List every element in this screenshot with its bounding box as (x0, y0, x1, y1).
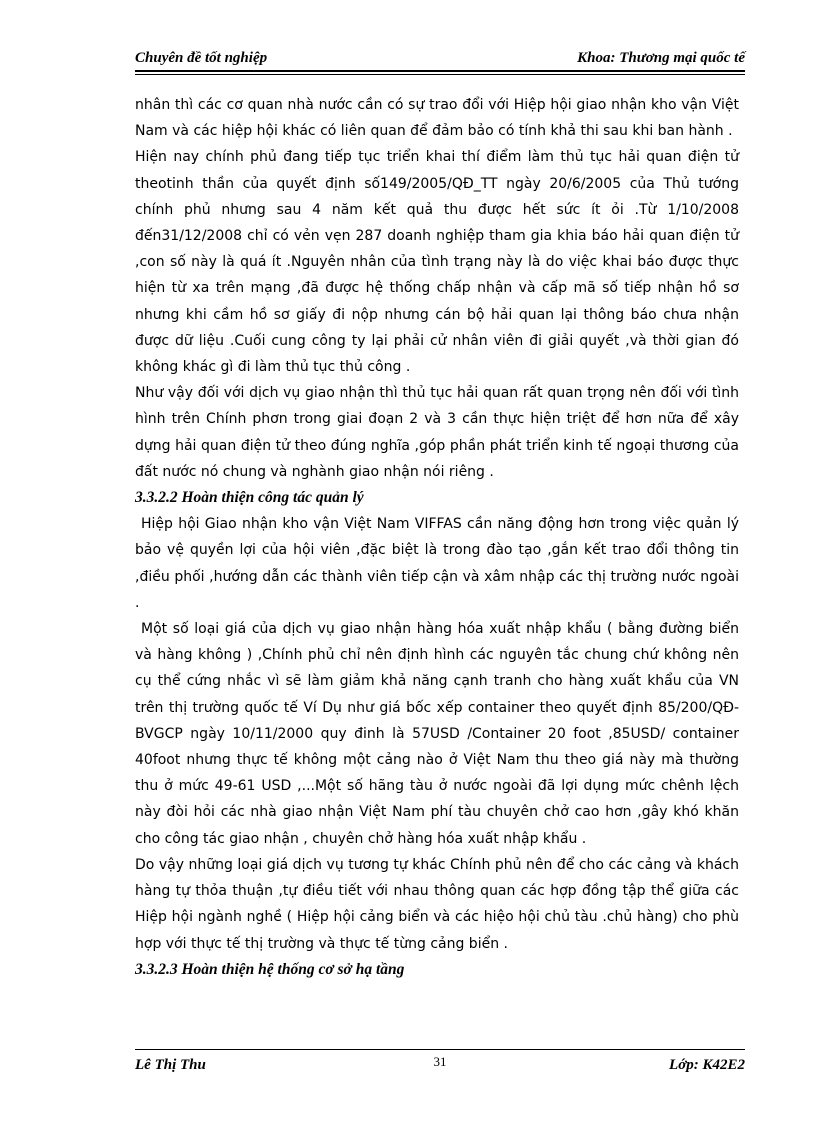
header-rule (135, 70, 745, 75)
paragraph: Hiện nay chính phủ đang tiếp tục triển khai thí điểm làm thủ tục hải quan điện tử theotinh thần của quyết định số149/2005/QĐ_TT ngày 20/6/2005 của Thủ tướng chính phủ nhưng sau 4 năm kết quả thu được hết sức ít ỏi .Từ 1/10/2008 đến31/12/2008 chỉ có vẻn vẹn 287 doanh nghiệp tham gia khia báo hải quan điện tử ,con số này là quá ít .Nguyên nhân của tình trạng này là do việc khai báo được thực hiện từ xa trên mạng ,đã được hệ thống chấp nhận và cấp mã số tiếp nhận hồ sơ nhưng khi cầm hồ sơ giấy đi nộp nhưng cán bộ hải quan lại thông báo chưa nhận được dữ liệu .Cuối cung công ty lại phải cử nhân viên đi giải quyết ,và thời gian đó không khác gì đi làm thủ tục thủ công . (135, 149, 739, 376)
paragraph: Hiệp hội Giao nhận kho vận Việt Nam VIFFAS cần năng động hơn trong việc quản lý bảo vệ quyền lợi của hội viên ,đặc biệt là trong đào tạo ,gắn kết trao đổi thông tin ,điều phối ,hướng dẫn các thành viên tiếp cận và xâm nhập các thị trường nước ngoài . (135, 516, 739, 611)
footer-rule (135, 1049, 745, 1050)
footer-class: Lớp: K42E2 (669, 1057, 745, 1073)
paragraph: Do vậy những loại giá dịch vụ tương tự khác Chính phủ nên để cho các cảng và khách hàng tự thỏa thuận ,tự điều tiết với nhau thông quan các hợp đồng tập thể giữa các Hiệp hội ngành nghề ( Hiệp hội cảng biển và các hiệo hội chủ tàu .chủ hàng) cho phù hợp với thực tế thị trường và thực tế từng cảng biển . (135, 856, 739, 952)
section-heading: 3.3.2.3 Hoàn thiện hệ thống cơ sở hạ tầng (135, 960, 405, 978)
page-number: 31 (433, 1054, 447, 1069)
page-header (135, 50, 745, 70)
section-heading: 3.3.2.2 Hoàn thiện công tác quản lý (135, 489, 364, 507)
footer-author: Lê Thị Thu (135, 1057, 206, 1073)
paragraph: Như vậy đối với dịch vụ giao nhận thì thủ tục hải quan rất quan trọng nên đối với tình hình trên Chính phơn trong giai đoạn 2 và 3 cần thực hiện triệt để hơn nữa để xây dựng hải quan điện tử theo đúng nghĩa ,góp phần phát triển kinh tế ngoại thương của đất nước nó chung và nghành giao nhận nói riêng . (135, 385, 739, 480)
paragraph: Một số loại giá của dịch vụ giao nhận hàng hóa xuất nhập khẩu ( bằng đường biển và hàng không ) ,Chính phủ chỉ nên định hình các nguyên tắc chung chứ không nên cụ thể cứng nhắc vì sẽ làm giảm khả năng cạnh tranh cho hàng xuất khẩu của VN trên thị trường quốc tế Ví Dụ như giá bốc xếp container theo quyết định 85/200/QĐ-BVGCP ngày 10/11/2000 quy đinh là 57USD /Container 20 foot ,85USD/ container 40foot nhưng thực tế không một cảng nào ở Việt Nam thu theo giá này mà thường thu ở mức 49-61 USD ,...Một số hãng tàu ở nước ngoài đã lợi dụng mức chênh lệch này đòi hỏi các nhà giao nhận Việt Nam phí tàu chuyên chở cao hơn ,gây khó khăn cho công tác giao nhận , chuyên chở hàng hóa xuất nhập khẩu . (135, 621, 739, 847)
header-department: Khoa: Thương mại quốc tế (577, 50, 745, 66)
page-footer (135, 1055, 745, 1075)
header-title: Chuyên đề tốt nghiệp (135, 50, 268, 66)
document-body (135, 92, 739, 983)
paragraph: nhân thì các cơ quan nhà nước cần có sự trao đổi với Hiệp hội giao nhận kho vận Việt Nam và các hiệp hội khác có liên quan để đảm bảo có tính khả thi sau khi ban hành . (135, 97, 739, 140)
